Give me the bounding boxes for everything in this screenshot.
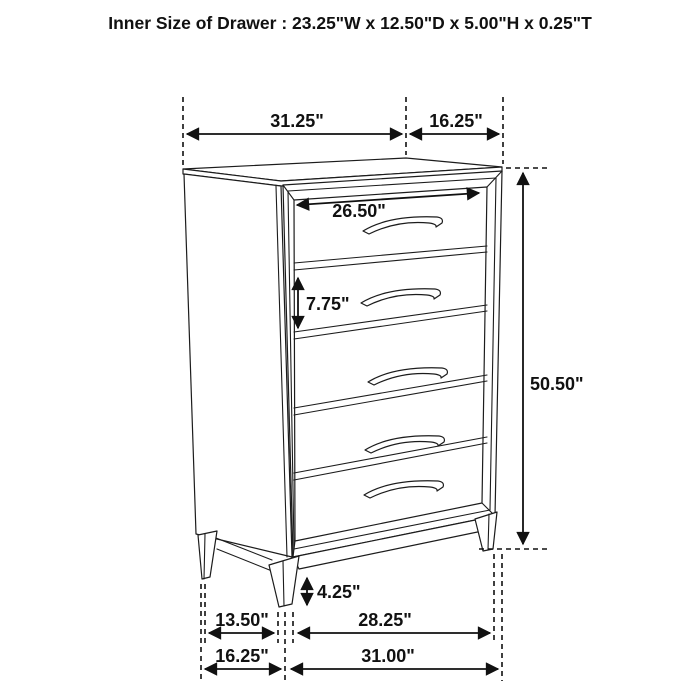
dim-top-width-label: 31.25" — [270, 111, 324, 131]
dim-overall-depth — [205, 646, 281, 669]
leg-front-left — [269, 556, 299, 607]
dim-leg-height-label: 4.25" — [317, 582, 361, 602]
dim-opening-width-label: 26.50" — [332, 201, 386, 221]
dim-leg-inset-depth — [209, 610, 274, 633]
diagram-title: Inner Size of Drawer : 23.25"W x 12.50"D x 5.00"H x 0.25"T — [108, 13, 592, 33]
dim-top-depth-label: 16.25" — [429, 111, 483, 131]
dim-leg-inset-depth-label: 13.50" — [215, 610, 269, 630]
dim-overall-height-label: 50.50" — [530, 374, 584, 394]
dim-top-width — [183, 97, 406, 165]
dim-leg-span-width-label: 28.25" — [358, 610, 412, 630]
dim-drawer-height-label: 7.75" — [306, 294, 350, 314]
dim-overall-depth-label: 16.25" — [215, 646, 269, 666]
front-frame — [283, 171, 502, 557]
dim-overall-width-label: 31.00" — [361, 646, 415, 666]
dim-overall-width — [291, 646, 498, 669]
dim-top-depth — [410, 97, 503, 164]
dim-leg-span-width — [298, 610, 490, 633]
leg-back-left — [198, 531, 217, 579]
chest-drawing — [183, 158, 502, 607]
leg-front-right — [475, 512, 497, 551]
left-side-panel — [184, 174, 292, 557]
dim-leg-height — [307, 578, 361, 605]
